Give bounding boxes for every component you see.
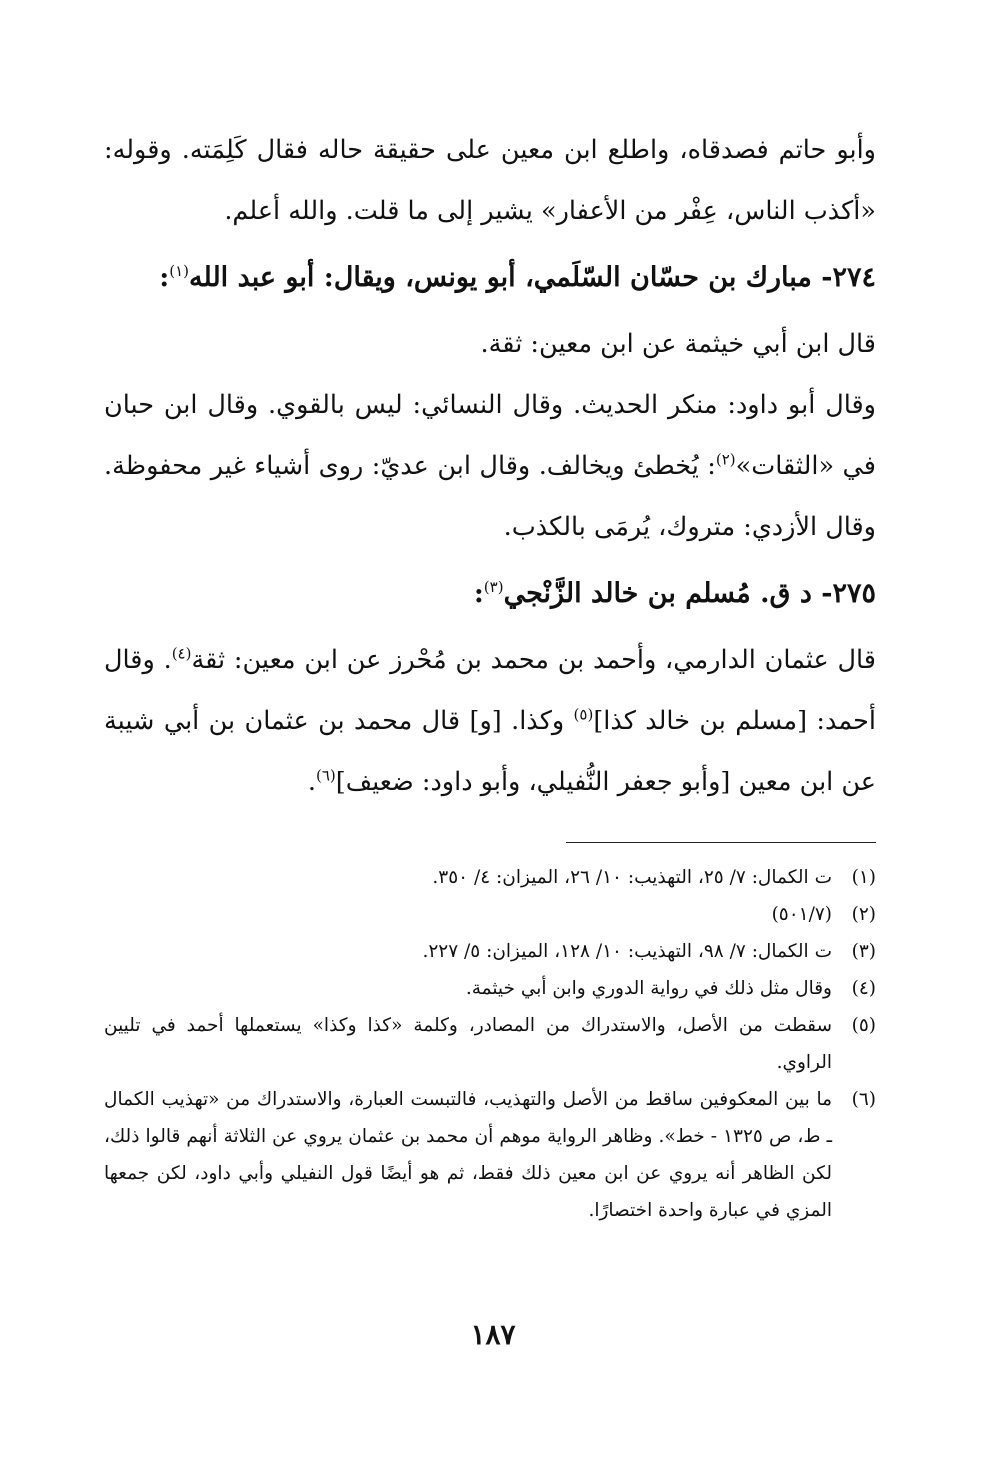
- footnote-number: (٢): [851, 904, 876, 925]
- footnotes-section: [104, 842, 876, 1229]
- footnote-ref-1: (١): [169, 262, 190, 280]
- entry-274-title: ٢٧٤- مبارك بن حسّان السّلَمي، أبو يونس، ويقال: أبو عبد الله: [189, 262, 876, 293]
- paragraph-continuation: وأبو حاتم فصدقاه، واطلع ابن معين على حقيقة حاله فقال كَلِمَته. وقوله: «أكذب الناس، عِفْر من الأعفار» يشير إلى ما قلت. والله أعلم.: [104, 135, 876, 226]
- footnote-number: (٥): [851, 1015, 876, 1036]
- footnote-number: (١): [851, 867, 876, 888]
- entry-275-text-d: .: [307, 767, 316, 797]
- entry-274-paragraph-1: قال ابن أبي خيثمة عن ابن معين: ثقة.: [480, 329, 876, 359]
- footnote-ref-2: (٢): [715, 450, 736, 469]
- footnote-4: [104, 970, 876, 1007]
- footnote-2: [104, 896, 876, 933]
- footnote-3: [104, 933, 876, 970]
- entry-275-title: ٢٧٥- د ق. مُسلم بن خالد الزَّنْجي: [503, 578, 876, 609]
- footnote-5: [104, 1007, 876, 1081]
- footnote-number: (٦): [851, 1089, 876, 1110]
- footnote-text: وقال مثل ذلك في رواية الدوري وابن أبي خيثمة.: [465, 978, 832, 999]
- entry-274-paragraph-2: [104, 375, 876, 558]
- entry-274-heading: [104, 242, 876, 314]
- entry-274-p2-text-a: وقال أبو داود: منكر الحديث. وقال النسائي: ليس بالقوي. وقال ابن حبان في «الثقات»: [104, 390, 876, 481]
- footnote-6: [104, 1081, 876, 1229]
- entry-275-colon: :: [473, 578, 484, 609]
- entry-275-text-b: . وقال أحمد: [مسلم بن خالد كذا]: [104, 645, 876, 736]
- entry-274-colon: :: [159, 262, 170, 293]
- entry-275-text-c: وكذا. [و] قال محمد بن عثمان بن أبي شيبة عن ابن معين [وأبو جعفر النُّفيلي، وأبو داود: ضعيف]: [104, 706, 876, 797]
- footnote-text: ت الكمال: ٧/ ٢٥، التهذيب: ١٠/ ٢٦، الميزان: ٤/ ٣٥٠.: [432, 867, 832, 888]
- footnote-ref-5: (٥): [573, 705, 594, 724]
- main-text: [104, 120, 876, 813]
- footnote-number: (٤): [851, 978, 876, 999]
- footnote-text: ت الكمال: ٧/ ٩٨، التهذيب: ١٠/ ١٢٨، الميزان: ٥/ ٢٢٧.: [422, 941, 832, 962]
- footnote-text: (٥٠١/٧): [771, 904, 832, 925]
- footnote-ref-6: (٦): [315, 766, 336, 785]
- footnote-text: ما بين المعكوفين ساقط من الأصل والتهذيب، فالتبست العبارة، والاستدراك من «تهذيب الكمال ـ ط، ص ١٣٢٥ - خط». وظاهر الرواية موهم أن محمد بن عثمان يروي عن الثلاثة أنهم قالوا ذلك، لكن الظاهر أنه يروي عن ابن معين ذلك فقط، ثم هو أيضًا قول النفيلي وأبي داود، لكن جمعها المزي في عبارة واحدة اختصارًا.: [104, 1089, 832, 1221]
- footnote-number: (٣): [851, 941, 876, 962]
- entry-275-text-a: قال عثمان الدارمي، وأحمد بن محمد بن مُحْرز عن ابن معين: ثقة: [191, 645, 876, 675]
- entry-275-paragraph-1: [104, 630, 876, 813]
- footnote-divider: [566, 842, 876, 843]
- footnote-ref-3: (٣): [483, 578, 504, 596]
- entry-275-heading: [104, 558, 876, 630]
- entry-274-p2-text-b: : يُخطئ ويخالف. وقال ابن عديّ: روى أشياء غير محفوظة. وقال الأزدي: متروك، يُرمَى بالكذب.: [104, 451, 876, 542]
- page-number: ١٨٧: [470, 1318, 516, 1351]
- footnote-text: سقطت من الأصل، والاستدراك من المصادر، وكلمة «كذا وكذا» يستعملها أحمد في تليين الراوي.: [104, 1015, 832, 1073]
- footnote-1: [104, 859, 876, 896]
- footnote-ref-4: (٤): [171, 644, 192, 663]
- footnote-list: [104, 859, 876, 1229]
